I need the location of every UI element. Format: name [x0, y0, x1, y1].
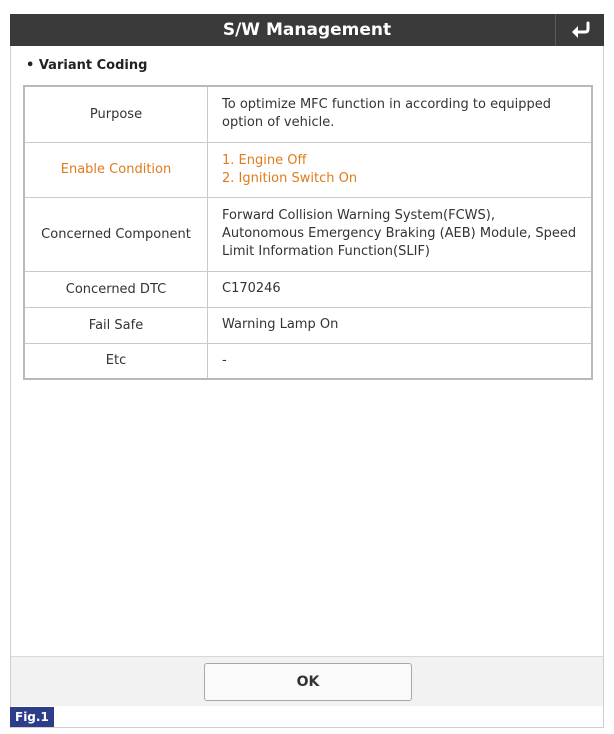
- value-line: -: [222, 352, 227, 368]
- row-value: [208, 307, 593, 343]
- row-key: Purpose: [24, 86, 208, 142]
- row-value: [208, 197, 593, 271]
- info-table: [23, 85, 593, 380]
- window-title: S/W Management: [222, 20, 392, 40]
- row-key: Concerned Component: [24, 197, 208, 271]
- table-row: [24, 343, 592, 379]
- value-line: 2. Ignition Switch On: [222, 170, 358, 186]
- return-icon: [569, 21, 591, 39]
- title-bar: [10, 14, 604, 46]
- value-line: To optimize MFC function in according to equipped: [222, 97, 551, 113]
- table-row: [24, 307, 592, 343]
- table-row: [24, 197, 592, 271]
- value-line: C170246: [222, 281, 281, 296]
- value-line: Forward Collision Warning System(FCWS),: [222, 208, 495, 223]
- value-line: Warning Lamp On: [222, 317, 339, 332]
- row-key: Concerned DTC: [24, 271, 208, 307]
- row-key: Enable Condition: [24, 142, 208, 197]
- section-heading: • Variant Coding: [26, 58, 148, 73]
- figure-label: Fig.1: [10, 707, 54, 727]
- table-row: [24, 271, 592, 307]
- value-line: Limit Information Function(SLIF): [222, 244, 430, 259]
- value-line: Autonomous Emergency Braking (AEB) Module, Speed: [222, 226, 577, 241]
- value-line: 1. Engine Off: [222, 152, 307, 168]
- back-button[interactable]: [555, 14, 604, 46]
- table-row: [24, 86, 592, 142]
- table-row: [24, 142, 592, 197]
- row-value: [208, 343, 593, 379]
- row-key: Etc: [24, 343, 208, 379]
- row-value: [208, 271, 593, 307]
- row-value: [208, 142, 593, 197]
- row-value: [208, 86, 593, 142]
- value-line: option of vehicle.: [222, 115, 335, 131]
- row-key: Fail Safe: [24, 307, 208, 343]
- ok-button[interactable]: OK: [204, 663, 412, 701]
